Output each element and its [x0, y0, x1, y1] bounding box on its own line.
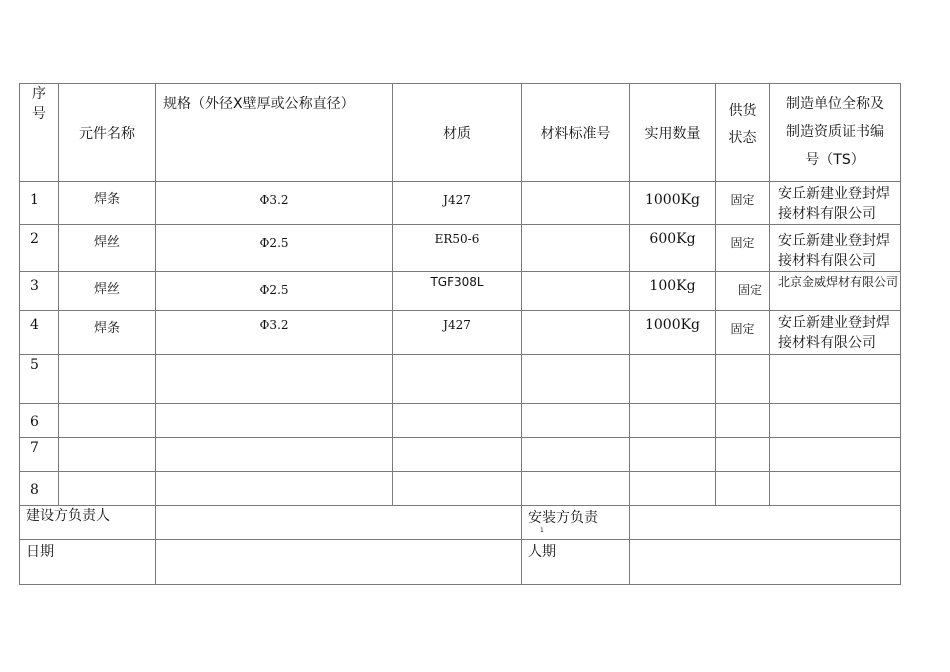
table-row [20, 404, 901, 438]
row-material: ER50-6 [393, 225, 522, 272]
table-row [20, 182, 901, 225]
row-maker [770, 355, 901, 404]
row-name: 焊丝 [59, 272, 156, 311]
header-maker-text: 制造单位全称及制造资质证书编号（TS） [786, 96, 884, 168]
row-seq: 6 [20, 404, 59, 438]
row-supply: 固定 [716, 311, 770, 355]
row-qty: 1000Kg [630, 311, 716, 355]
row-qty: 100Kg [630, 272, 716, 311]
row-material: TGF308L [393, 272, 522, 311]
row-standard [522, 182, 630, 225]
header-qty: 实用数量 [630, 84, 716, 182]
row-spec: Ф3.2 [156, 311, 393, 355]
table-row [20, 311, 901, 355]
row-name: 焊条 [59, 311, 156, 355]
row-supply [716, 355, 770, 404]
installer-signature [630, 506, 901, 540]
row-seq: 3 [20, 272, 59, 311]
installer-date-label: 人期 [522, 540, 630, 585]
row-supply: 固定 [716, 182, 770, 225]
row-maker [770, 404, 901, 438]
row-spec [156, 355, 393, 404]
installer-label [522, 506, 630, 540]
row-spec [156, 438, 393, 472]
row-material [393, 472, 522, 506]
row-qty: 600Kg [630, 225, 716, 272]
builder-label: 建设方负责人 [20, 506, 156, 540]
row-seq: 8 [20, 472, 59, 506]
row-seq: 2 [20, 225, 59, 272]
signoff-row [20, 506, 901, 540]
row-maker [770, 438, 901, 472]
row-material: J427 [393, 311, 522, 355]
row-qty [630, 438, 716, 472]
date-row [20, 540, 901, 585]
installer-label-text: 安装方负责 [528, 510, 598, 526]
row-supply: 固定 [716, 225, 770, 272]
row-standard [522, 355, 630, 404]
row-maker: 安丘新建业登封焊接材料有限公司 [770, 311, 901, 355]
header-material: 材质 [393, 84, 522, 182]
row-name: 焊条 [59, 182, 156, 225]
row-maker [770, 472, 901, 506]
header-supply [716, 84, 770, 182]
builder-date [156, 540, 522, 585]
row-seq: 1 [20, 182, 59, 225]
row-spec: Ф3.2 [156, 182, 393, 225]
header-seq [20, 84, 59, 182]
row-maker: 安丘新建业登封焊接材料有限公司 [770, 225, 901, 272]
row-material [393, 438, 522, 472]
installer-date [630, 540, 901, 585]
row-qty: 1000Kg [630, 182, 716, 225]
row-qty [630, 404, 716, 438]
header-name: 元件名称 [59, 84, 156, 182]
row-qty [630, 472, 716, 506]
row-spec [156, 404, 393, 438]
table-row [20, 225, 901, 272]
header-row [20, 84, 901, 182]
row-material [393, 404, 522, 438]
table-row [20, 355, 901, 404]
row-material [393, 355, 522, 404]
row-standard [522, 225, 630, 272]
row-seq: 7 [20, 438, 59, 472]
header-supply-text: 供货状态 [728, 103, 757, 146]
row-maker: 安丘新建业登封焊接材料有限公司 [770, 182, 901, 225]
row-name [59, 472, 156, 506]
table-row [20, 472, 901, 506]
row-standard [522, 311, 630, 355]
row-standard [522, 404, 630, 438]
row-spec: Ф2.5 [156, 272, 393, 311]
row-maker: 北京金威焊材有限公司 [770, 272, 901, 311]
row-supply [716, 404, 770, 438]
row-name: 焊丝 [59, 225, 156, 272]
row-supply: 固定 [716, 272, 770, 311]
row-supply [716, 472, 770, 506]
header-seq-text: 序号 [32, 86, 46, 122]
installer-mark: 1 [540, 527, 544, 534]
row-name [59, 438, 156, 472]
header-spec: 规格（外径X壁厚或公称直径） [156, 84, 393, 182]
header-standard: 材料标准号 [522, 84, 630, 182]
builder-signature [156, 506, 522, 540]
row-spec: Ф2.5 [156, 225, 393, 272]
header-maker [770, 84, 901, 182]
material-table [19, 83, 901, 585]
row-seq: 4 [20, 311, 59, 355]
row-name [59, 355, 156, 404]
table-row [20, 438, 901, 472]
row-spec [156, 472, 393, 506]
row-standard [522, 272, 630, 311]
row-standard [522, 472, 630, 506]
date-label: 日期 [20, 540, 156, 585]
row-standard [522, 438, 630, 472]
table-row [20, 272, 901, 311]
row-supply [716, 438, 770, 472]
row-name [59, 404, 156, 438]
row-qty [630, 355, 716, 404]
row-material: J427 [393, 182, 522, 225]
row-seq: 5 [20, 355, 59, 404]
